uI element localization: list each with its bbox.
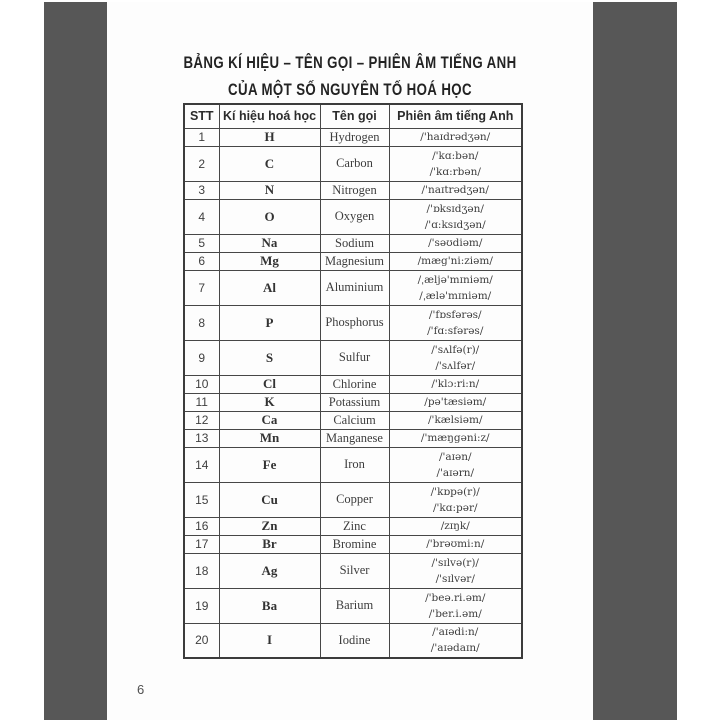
phonetics-cell [389, 128, 522, 146]
symbol-cell: Na [219, 234, 320, 252]
page-number: 6 [137, 682, 145, 697]
stt-cell: 17 [184, 535, 219, 553]
phonetic-line: /'aɪədi:n/ [432, 626, 479, 639]
stt-cell: 10 [184, 375, 219, 393]
symbol-cell: S [219, 340, 320, 375]
element-table-body [184, 128, 522, 658]
phonetics-cell [389, 146, 522, 181]
phonetic-line: /'sɪlvə(r)/ [431, 556, 479, 569]
phonetic-line: /'aɪədaɪn/ [430, 642, 480, 655]
phonetics-cell [389, 252, 522, 270]
name-cell: Nitrogen [320, 181, 389, 199]
col-header-symbol: Kí hiệu hoá học [219, 104, 320, 128]
phonetic-line: /'ber.i.əm/ [428, 607, 482, 620]
document-page [107, 2, 593, 720]
phonetics-cell [389, 234, 522, 252]
stt-cell: 5 [184, 234, 219, 252]
phonetic-line: /'sʌlfə(r)/ [431, 343, 480, 356]
symbol-cell: Ag [219, 553, 320, 588]
name-cell: Silver [320, 553, 389, 588]
table-row [184, 181, 522, 199]
book-edge-left [44, 2, 107, 720]
stt-cell: 13 [184, 429, 219, 447]
name-cell: Iodine [320, 623, 389, 658]
stt-cell: 20 [184, 623, 219, 658]
table-row [184, 588, 522, 623]
phonetics-cell [389, 411, 522, 429]
name-cell: Carbon [320, 146, 389, 181]
stt-cell: 11 [184, 393, 219, 411]
stt-cell: 7 [184, 270, 219, 305]
symbol-cell: C [219, 146, 320, 181]
phonetic-line: /'ɒksɪdʒən/ [426, 202, 484, 215]
symbol-cell: Mn [219, 429, 320, 447]
symbol-cell: Zn [219, 517, 320, 535]
phonetics-cell [389, 553, 522, 588]
name-cell: Sulfur [320, 340, 389, 375]
stt-cell: 1 [184, 128, 219, 146]
phonetics-cell [389, 393, 522, 411]
col-header-name: Tên gọi [320, 104, 389, 128]
name-cell: Oxygen [320, 199, 389, 234]
phonetics-cell [389, 270, 522, 305]
symbol-cell: Fe [219, 447, 320, 482]
phonetic-line: /'aɪərn/ [436, 466, 475, 479]
table-row [184, 623, 522, 658]
table-row [184, 252, 522, 270]
table-row [184, 482, 522, 517]
symbol-cell: Al [219, 270, 320, 305]
phonetics-cell [389, 375, 522, 393]
phonetic-line: /'aɪən/ [438, 450, 472, 463]
book-edge-right [593, 2, 677, 720]
col-header-stt: STT [184, 104, 219, 128]
page-title-line-2: CỦA MỘT SỐ NGUYÊN TỐ HOÁ HỌC [228, 80, 472, 99]
symbol-cell: Cl [219, 375, 320, 393]
name-cell: Potassium [320, 393, 389, 411]
stt-cell: 8 [184, 305, 219, 340]
name-cell: Chlorine [320, 375, 389, 393]
name-cell: Barium [320, 588, 389, 623]
stt-cell: 15 [184, 482, 219, 517]
symbol-cell: Mg [219, 252, 320, 270]
phonetic-line: /'naɪtrədʒən/ [421, 184, 489, 196]
phonetics-cell [389, 429, 522, 447]
table-row [184, 517, 522, 535]
name-cell: Hydrogen [320, 128, 389, 146]
header-row [184, 104, 522, 128]
table-row [184, 535, 522, 553]
phonetics-cell [389, 199, 522, 234]
phonetic-line: /'ɑ:ksɪdʒən/ [424, 218, 486, 231]
symbol-cell: O [219, 199, 320, 234]
phonetics-cell [389, 305, 522, 340]
stt-cell: 9 [184, 340, 219, 375]
phonetic-line: /'kɒpə(r)/ [430, 485, 480, 498]
stt-cell: 3 [184, 181, 219, 199]
phonetics-cell [389, 535, 522, 553]
stt-cell: 2 [184, 146, 219, 181]
symbol-cell: Ba [219, 588, 320, 623]
phonetics-cell [389, 447, 522, 482]
table-row [184, 234, 522, 252]
stt-cell: 19 [184, 588, 219, 623]
symbol-cell: P [219, 305, 320, 340]
element-table [183, 103, 523, 659]
phonetic-line: /'fɒsfərəs/ [428, 308, 482, 321]
phonetics-cell [389, 482, 522, 517]
stt-cell: 14 [184, 447, 219, 482]
phonetics-cell [389, 340, 522, 375]
phonetic-line: /'beə.ri.əm/ [425, 591, 486, 604]
name-cell: Bromine [320, 535, 389, 553]
phonetic-line: /'kɑ:bən/ [432, 149, 479, 162]
table-row [184, 199, 522, 234]
phonetic-line: /'sɪlvər/ [435, 572, 475, 585]
symbol-cell: Cu [219, 482, 320, 517]
symbol-cell: K [219, 393, 320, 411]
phonetics-cell [389, 623, 522, 658]
col-header-phonetics: Phiên âm tiếng Anh [389, 104, 522, 128]
name-cell: Aluminium [320, 270, 389, 305]
stt-cell: 16 [184, 517, 219, 535]
phonetic-line: /'klɔ:ri:n/ [431, 378, 480, 390]
phonetic-line: /'sʌlfər/ [435, 359, 476, 372]
phonetic-line: /'fɑ:sfərəs/ [427, 324, 484, 337]
symbol-cell: Br [219, 535, 320, 553]
name-cell: Copper [320, 482, 389, 517]
table-row [184, 553, 522, 588]
phonetics-cell [389, 181, 522, 199]
stt-cell: 4 [184, 199, 219, 234]
table-row [184, 340, 522, 375]
name-cell: Iron [320, 447, 389, 482]
table-row [184, 411, 522, 429]
symbol-cell: I [219, 623, 320, 658]
table-row [184, 305, 522, 340]
name-cell: Magnesium [320, 252, 389, 270]
phonetic-line: /zɪŋk/ [440, 520, 470, 532]
page-title [107, 49, 593, 103]
element-table-header [184, 104, 522, 128]
stt-cell: 6 [184, 252, 219, 270]
table-row [184, 270, 522, 305]
name-cell: Manganese [320, 429, 389, 447]
phonetic-line: /ˌælə'mɪniəm/ [419, 289, 492, 302]
table-row [184, 447, 522, 482]
phonetic-line: /pə'tæsiəm/ [424, 396, 487, 408]
phonetics-cell [389, 588, 522, 623]
phonetic-line: /'haɪdrədʒən/ [420, 131, 491, 143]
phonetic-line: /'səʊdiəm/ [428, 237, 483, 249]
symbol-cell: Ca [219, 411, 320, 429]
phonetic-line: /'kɑ:pər/ [432, 501, 478, 514]
name-cell: Calcium [320, 411, 389, 429]
table-row [184, 375, 522, 393]
phonetic-line: /mæg'ni:ziəm/ [417, 255, 493, 267]
table-row [184, 393, 522, 411]
phonetic-line: /'kælsiəm/ [428, 414, 483, 426]
stt-cell: 18 [184, 553, 219, 588]
table-row [184, 429, 522, 447]
phonetic-line: /'mæŋgəni:z/ [420, 432, 490, 444]
table-row [184, 128, 522, 146]
name-cell: Zinc [320, 517, 389, 535]
name-cell: Phosphorus [320, 305, 389, 340]
symbol-cell: N [219, 181, 320, 199]
stt-cell: 12 [184, 411, 219, 429]
name-cell: Sodium [320, 234, 389, 252]
phonetic-line: /'kɑ:rbən/ [429, 165, 481, 178]
phonetic-line: /ˌæljə'mɪniəm/ [417, 273, 493, 286]
table-row [184, 146, 522, 181]
phonetic-line: /'brəʊmi:n/ [426, 538, 485, 550]
phonetics-cell [389, 517, 522, 535]
page-title-line-1: BẢNG KÍ HIỆU – TÊN GỌI – PHIÊN ÂM TIẾNG ANH [183, 53, 517, 72]
symbol-cell: H [219, 128, 320, 146]
